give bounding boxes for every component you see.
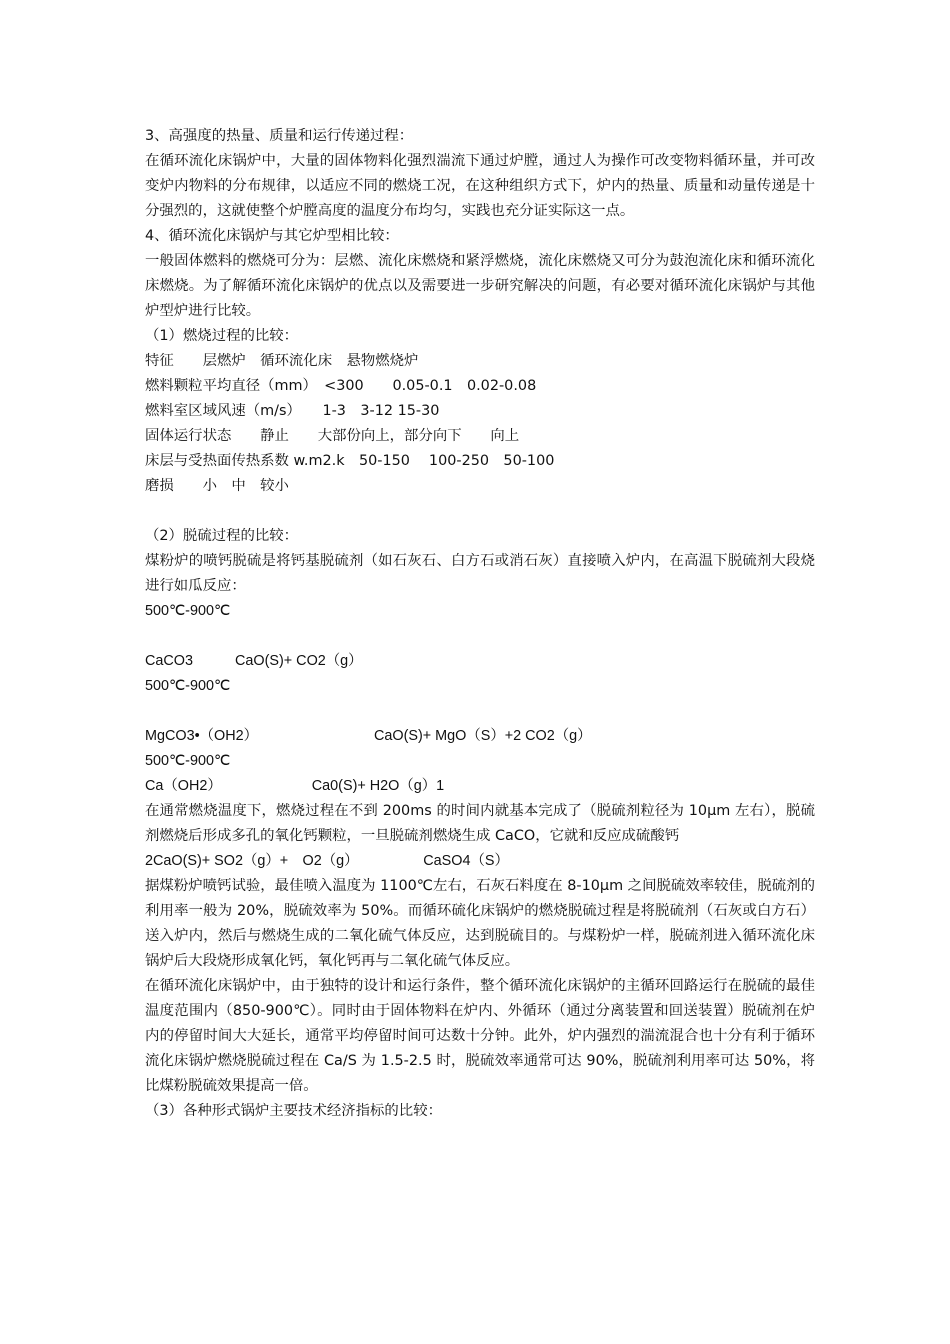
combustion-comparison-table	[145, 349, 815, 499]
reaction-reactant: MgCO3•（OH2）	[145, 728, 258, 744]
desulfurization-paragraph-2: 在循环流化床锅炉中，由于独特的设计和运行条件，整个循环流化床锅炉的主循环回路运行在脱硫的最佳温度范围内（850-900℃）。同时由于固体物料在炉内、外循环（通过分离装置和回送装置）脱硫剂在炉内的停留时间大大延长，通常平均停留时间可达数十分钟。此外，炉内强烈的湍流混合也十分有利于循环流化床锅炉燃烧脱硫过程在 Ca/S 为 1.5-2.5 时，脱硫效率通常可达 90%，脱硫剂利用率可达 50%，将比煤粉脱硫效果提高一倍。	[145, 978, 815, 1094]
sulfation-equation: 2CaO(S)+ SO2（g）+ O2（g） CaSO4（S）	[145, 853, 509, 869]
table-row: 床层与受热面传热系数 w.m2.k 50-150 100-250 50-100	[145, 453, 555, 469]
desulfurization-heading: （2）脱硫过程的比较：	[145, 528, 299, 544]
table-row: 特征 层燃炉 循环流化床 悬物燃烧炉	[145, 353, 419, 369]
document-body	[145, 124, 815, 1124]
section-3-paragraph: 在循环流化床锅炉中，大量的固体物料化强烈湍流下通过炉膛，通过人为操作可改变物料循环量，并可改变炉内物料的分布规律，以适应不同的燃烧工况，在这种组织方式下，炉内的热量、质量和动量传递是十分强烈的，这就使整个炉膛高度的温度分布均匀，实践也充分证实际这一点。	[145, 153, 815, 219]
combustion-heading: （1）燃烧过程的比较：	[145, 328, 299, 344]
reaction-reactant: Ca（OH2）	[145, 778, 222, 794]
table-row: 燃料室区域风速（m/s） 1-3 3-12 15-30	[145, 403, 440, 419]
reaction-condition: 500℃-900℃	[145, 603, 231, 619]
reaction-equation	[145, 599, 815, 674]
desulfurization-process-text: 在通常燃烧温度下，燃烧过程在不到 200ms 的时间内就基本完成了（脱硫剂粒径为 10μm 左右），脱硫剂燃烧后形成多孔的氧化钙颗粒，一旦脱硫剂燃烧生成 CaCO，它就和反应成硫酸钙	[145, 803, 815, 844]
reaction-condition: 500℃-900℃	[145, 753, 231, 769]
section-3-heading: 3、高强度的热量、质量和运行传递过程：	[145, 128, 414, 144]
section-4-heading: 4、循环流化床锅炉与其它炉型相比较：	[145, 228, 399, 244]
reaction-equation	[145, 674, 815, 749]
reaction-reactant: CaCO3	[145, 653, 193, 669]
reaction-condition: 500℃-900℃	[145, 678, 231, 694]
table-row: 磨损 小 中 较小	[145, 478, 289, 494]
desulfurization-paragraph-1: 据煤粉炉喷钙试验，最佳喷入温度为 1100℃左右，石灰石料度在 8-10μm 之间脱硫效率较佳，脱硫剂的利用率一般为 20%，脱硫效率为 50%。而循环硫化床锅炉的燃烧脱硫过程是将脱硫剂（石灰或白方石）送入炉内，然后与燃烧生成的二氧化硫气体反应，达到脱硫目的。与煤粉炉一样，脱硫剂进入循环流化床锅炉后大段烧形成氧化钙，氧化钙再与二氧化硫气体反应。	[145, 878, 815, 969]
reaction-product: Ca0(S)+ H2O（g）1	[311, 778, 445, 794]
reaction-equation	[145, 749, 815, 799]
indicators-heading: （3）各种形式锅炉主要技术经济指标的比较：	[145, 1103, 442, 1119]
section-4-paragraph: 一般固体燃料的燃烧可分为：层燃、流化床燃烧和紧浮燃烧，流化床燃烧又可分为鼓泡流化床和循环流化床燃烧。为了解循环流化床锅炉的优点以及需要进一步研究解决的问题，有必要对循环流化床锅炉与其他炉型炉进行比较。	[145, 253, 815, 319]
desulfurization-intro: 煤粉炉的喷钙脱硫是将钙基脱硫剂（如石灰石、白方石或消石灰）直接喷入炉内，在高温下脱硫剂大段烧进行如瓜反应：	[145, 553, 815, 594]
table-row: 燃料颗粒平均直径（mm） <300 0.05-0.1 0.02-0.08	[145, 378, 537, 394]
table-row: 固体运行状态 静止 大部份向上，部分向下 向上	[145, 428, 520, 444]
reaction-product: CaO(S)+ MgO（S）+2 CO2（g）	[374, 728, 592, 744]
reaction-product: CaO(S)+ CO2（g）	[235, 653, 363, 669]
